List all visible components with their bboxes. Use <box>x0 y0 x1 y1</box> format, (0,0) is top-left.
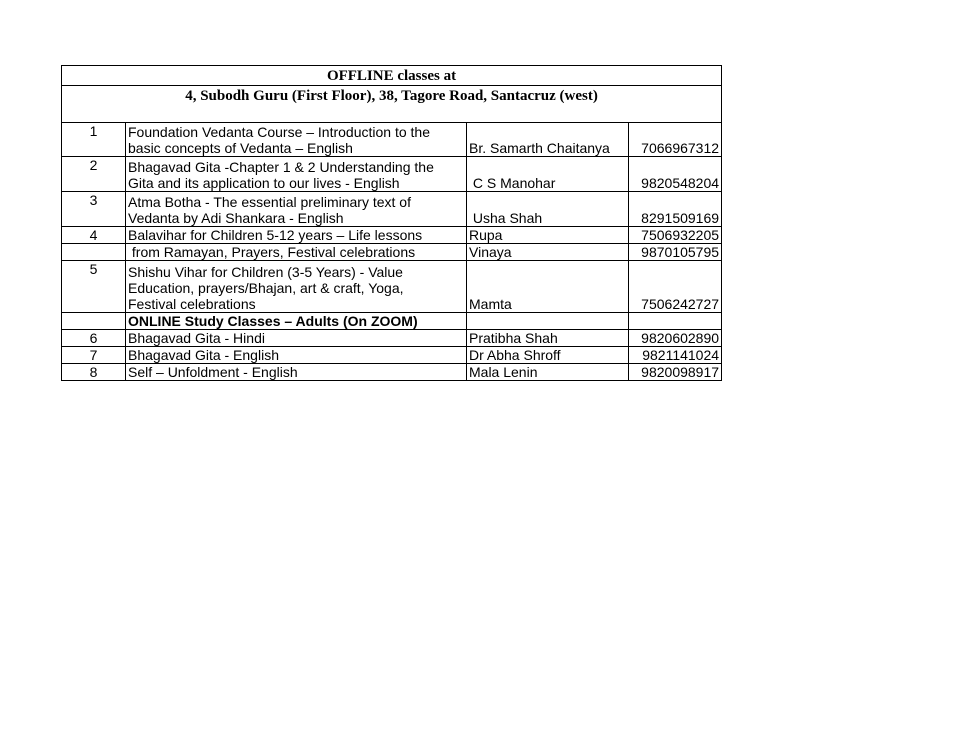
table-row <box>62 330 722 347</box>
phone-number: 9821141024 <box>629 347 722 364</box>
phone-number: 7066967312 <box>629 123 722 157</box>
address-row <box>62 86 722 123</box>
table-row <box>62 244 722 261</box>
course-name: Shishu Vihar for Children (3-5 Years) - Value Education, prayers/Bhajan, art & craft, Yoga, Festival celebrations <box>126 261 467 313</box>
teacher-name: Mala Lenin <box>467 364 629 381</box>
course-name: from Ramayan, Prayers, Festival celebrations <box>126 244 467 261</box>
phone-number: 7506242727 <box>629 261 722 313</box>
course-name: Atma Botha - The essential preliminary text of Vedanta by Adi Shankara - English <box>126 192 467 227</box>
row-number: 8 <box>62 364 126 381</box>
row-number: 7 <box>62 347 126 364</box>
course-name: Bhagavad Gita - English <box>126 347 467 364</box>
row-number: 2 <box>62 157 126 192</box>
row-number: 4 <box>62 227 126 244</box>
phone-number: 9820098917 <box>629 364 722 381</box>
course-name: Self – Unfoldment - English <box>126 364 467 381</box>
row-number <box>62 313 126 330</box>
table-row <box>62 123 722 157</box>
phone-number: 7506932205 <box>629 227 722 244</box>
table-row <box>62 192 722 227</box>
teacher-name: Usha Shah <box>467 192 629 227</box>
table-row <box>62 157 722 192</box>
row-number: 3 <box>62 192 126 227</box>
teacher-name <box>467 313 629 330</box>
phone-number: 8291509169 <box>629 192 722 227</box>
venue-address: 4, Subodh Guru (First Floor), 38, Tagore Road, Santacruz (west) <box>62 86 722 123</box>
table-row <box>62 364 722 381</box>
schedule-title: OFFLINE classes at <box>62 66 722 86</box>
teacher-name: Dr Abha Shroff <box>467 347 629 364</box>
phone-number <box>629 313 722 330</box>
row-number <box>62 244 126 261</box>
teacher-name: Rupa <box>467 227 629 244</box>
row-number: 5 <box>62 261 126 313</box>
online-section-heading: ONLINE Study Classes – Adults (On ZOOM) <box>126 313 467 330</box>
course-name: Balavihar for Children 5-12 years – Life lessons <box>126 227 467 244</box>
table-row <box>62 261 722 313</box>
phone-number: 9820548204 <box>629 157 722 192</box>
phone-number: 9820602890 <box>629 330 722 347</box>
course-name: Bhagavad Gita - Hindi <box>126 330 467 347</box>
class-schedule-table <box>61 65 722 381</box>
section-heading-row <box>62 313 722 330</box>
teacher-name: Br. Samarth Chaitanya <box>467 123 629 157</box>
title-row <box>62 66 722 86</box>
phone-number: 9870105795 <box>629 244 722 261</box>
course-name: Bhagavad Gita -Chapter 1 & 2 Understanding the Gita and its application to our lives - English <box>126 157 467 192</box>
table-row <box>62 347 722 364</box>
table-row <box>62 227 722 244</box>
teacher-name: Vinaya <box>467 244 629 261</box>
teacher-name: Pratibha Shah <box>467 330 629 347</box>
row-number: 1 <box>62 123 126 157</box>
teacher-name: Mamta <box>467 261 629 313</box>
row-number: 6 <box>62 330 126 347</box>
teacher-name: C S Manohar <box>467 157 629 192</box>
course-name: Foundation Vedanta Course – Introduction to the basic concepts of Vedanta – English <box>126 123 467 157</box>
